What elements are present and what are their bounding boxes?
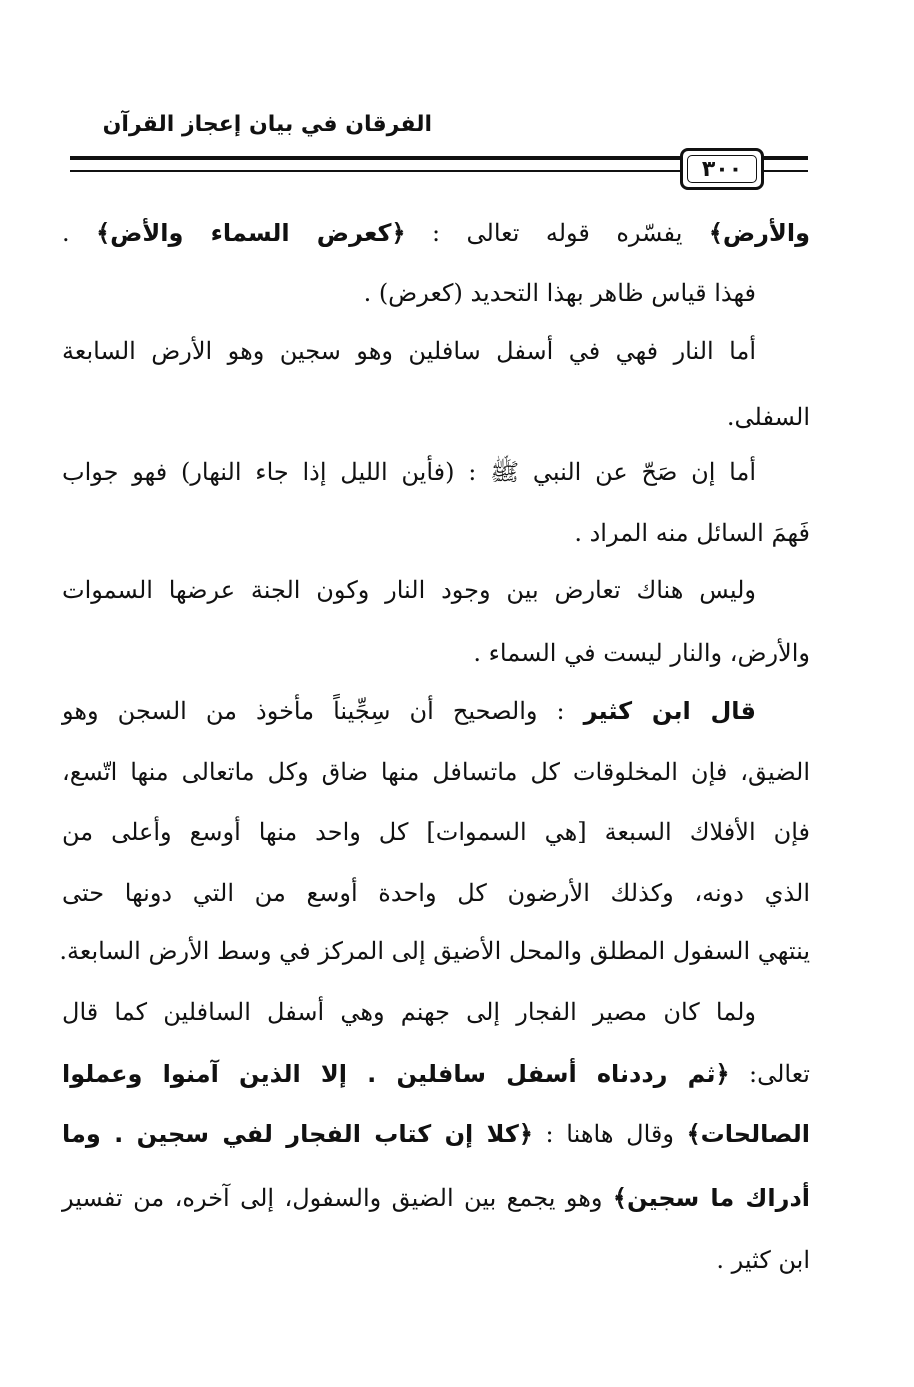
text-line [62, 573, 756, 607]
text-segment: وليس هناك تعارض بين وجود النار وكون الجنة عرضها السموات [62, 576, 756, 604]
bold-text-segment: ﴿كلا إن كتاب الفجار لفي سجين . وما [62, 1120, 533, 1148]
text-line [62, 455, 756, 489]
bold-text-segment: والأرض﴾ [708, 219, 810, 247]
text-line [727, 400, 810, 434]
bold-text-segment: أدراك ما سجين﴾ [612, 1184, 810, 1212]
bold-text-segment: ﴿ثم رددناه أسفل سافلين . إلا الذين آمنوا وعملوا [62, 1060, 730, 1088]
text-segment: . [62, 219, 97, 247]
bold-text-segment: ﴿كعرض السماء والأض﴾ [96, 219, 406, 247]
text-segment: فَهمَ السائل منه المراد . [574, 519, 810, 547]
text-segment: وهو يجمع بين الضيق والسفول، إلى آخره، من تفسير [62, 1184, 613, 1212]
text-segment: تعالى: [729, 1060, 810, 1088]
page-number: ٣٠٠ [701, 156, 743, 182]
text-line [574, 516, 810, 550]
text-line [62, 334, 756, 368]
text-segment: أما النار فهي في أسفل سافلين وهو سجين وهو الأرض السابعة [62, 337, 756, 365]
text-line [62, 1181, 810, 1215]
text-segment: الذي دونه، وكذلك الأرضون كل واحدة أوسع من التي دونها حتى [62, 879, 810, 907]
text-line [62, 1117, 810, 1151]
text-line [62, 876, 810, 910]
text-line [716, 1243, 810, 1277]
text-line [62, 815, 810, 849]
text-segment: وقال هاهنا : [532, 1120, 687, 1148]
text-line [62, 995, 756, 1029]
text-segment: الضيق، فإن المخلوقات كل ماتسافل منها ضاق وكل ماتعالى منها اتّسع، [62, 758, 810, 786]
text-segment: : والصحيح أن سِجِّيناً مأخوذ من السجن وهو [62, 697, 584, 725]
header-rule-top-right [758, 156, 808, 160]
text-segment: فإن الأفلاك السبعة [هي السموات] كل واحد منها أوسع وأعلى من [62, 818, 810, 846]
bold-text-segment: الصالحات﴾ [686, 1120, 811, 1148]
text-segment: يفسّره قوله تعالى : [405, 219, 709, 247]
bold-text-segment: قال ابن كثير [583, 697, 756, 725]
text-segment: والأرض، والنار ليست في السماء . [473, 639, 810, 667]
header-rule-top-left [70, 156, 680, 160]
text-segment: أما إن صَحّ عن النبي ﷺ : (فأين الليل إذا جاء النهار) فهو جواب [62, 458, 756, 486]
text-line [364, 276, 756, 310]
page-number-frame [680, 148, 764, 190]
text-segment: ابن كثير . [716, 1246, 810, 1274]
header-rule-bottom-right [758, 170, 808, 172]
text-line [62, 694, 756, 728]
text-segment: ينتهي السفول المطلق والمحل الأضيق إلى المركز في وسط الأرض السابعة. [59, 937, 810, 965]
text-segment: فهذا قياس ظاهر بهذا التحديد (كعرض) . [363, 279, 756, 307]
text-segment: السفلى. [726, 403, 810, 431]
text-line [59, 934, 810, 968]
text-line [473, 636, 810, 670]
text-line [62, 216, 810, 250]
text-line [62, 1057, 810, 1091]
running-head-title: الفرقان في بيان إعجاز القرآن [102, 112, 432, 137]
text-segment: ولما كان مصير الفجار إلى جهنم وهي أسفل السافلين كما قال [62, 998, 756, 1026]
text-line [62, 755, 810, 789]
header-rule-bottom-left [70, 170, 680, 172]
